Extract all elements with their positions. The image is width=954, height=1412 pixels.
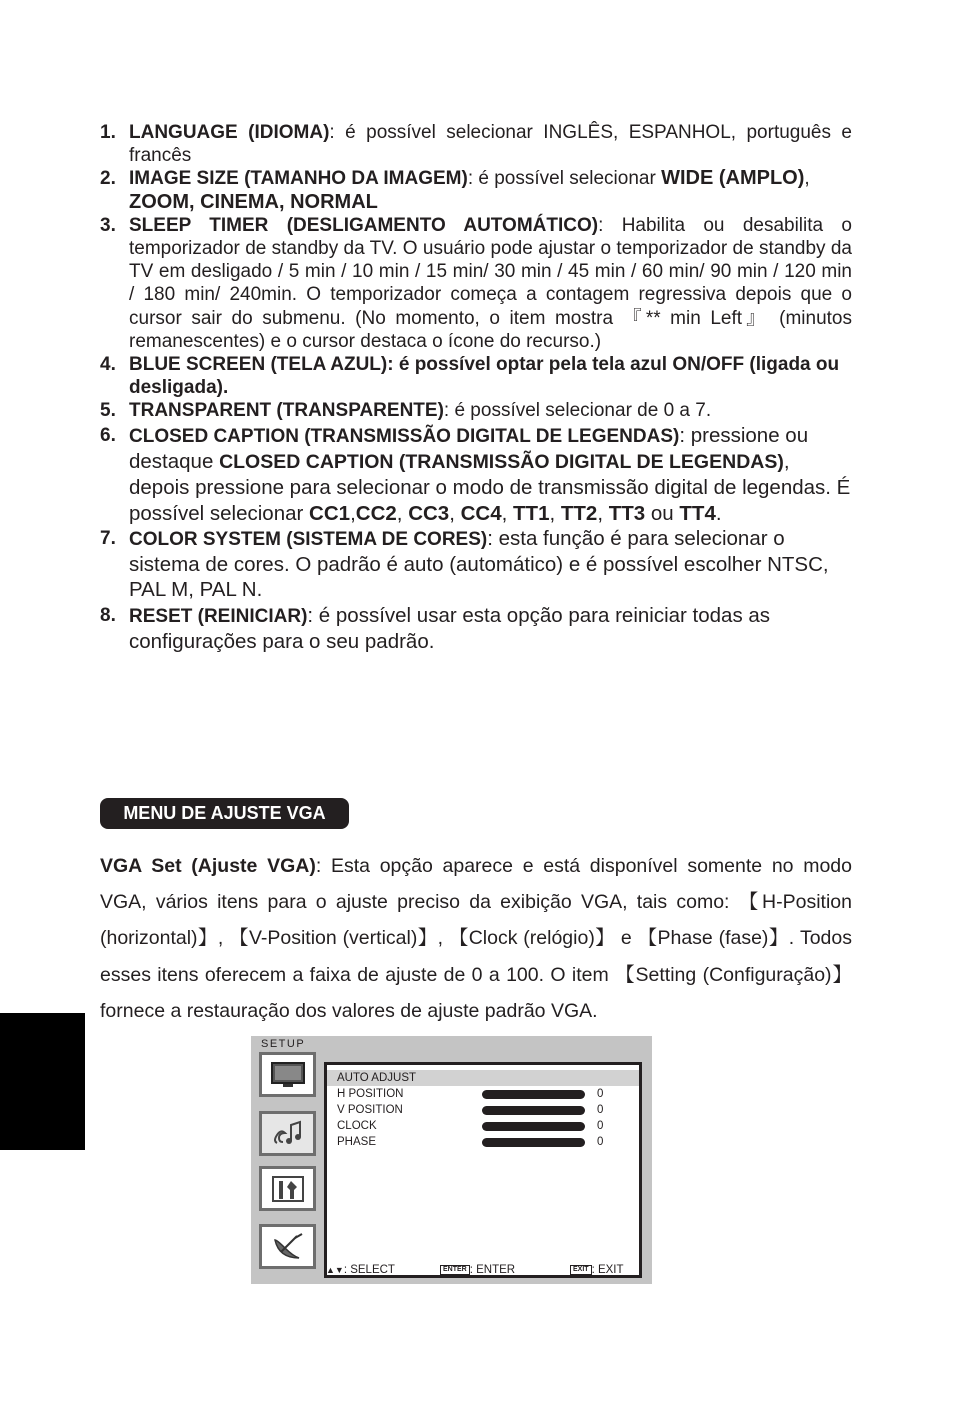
menu-row-label: H POSITION — [337, 1088, 404, 1100]
page-edge-tab — [0, 1013, 85, 1150]
slider-bar[interactable] — [482, 1090, 585, 1099]
setup-title: SETUP — [261, 1038, 306, 1050]
menu-row-label: PHASE — [337, 1136, 376, 1148]
menu-row-label: CLOCK — [337, 1120, 377, 1132]
list-item-transparent — [100, 399, 852, 422]
item-text: : Habilita ou desabilita o temporizador de standby da TV. O usuário pode ajustar o temporizador de standby da TV em desligado / 5 min / 10 min / 15 min/ 30 min / 45 min / 60 min/ 90 min / 120 min / 180 min/ 240min. O temporizador começa a contagem regressiva depois que o cursor sair do submenu. (No momento, o item mostra 『** min Left』 (minutos remanescentes) e o cursor destaca o ícone do recurso.) — [129, 214, 852, 352]
item-number: 8. — [100, 604, 116, 626]
footer-enter-label: : ENTER — [469, 1264, 516, 1276]
cc-option: CC3 — [408, 501, 450, 525]
settings-list — [100, 121, 852, 654]
cc-option: CC2 — [355, 501, 397, 525]
item-number: 7. — [100, 527, 116, 549]
item-number: 5. — [100, 400, 116, 422]
cc-option: CC4 — [460, 501, 502, 525]
slider-bar[interactable] — [482, 1138, 585, 1147]
item-number: 1. — [100, 122, 116, 143]
item-heading-2: CLOSED CAPTION (TRANSMISSÃO DIGITAL DE LEGENDAS) — [219, 450, 784, 473]
item-number: 6. — [100, 424, 116, 446]
item-heading: CLOSED CAPTION (TRANSMISSÃO DIGITAL DE LEGENDAS) — [129, 425, 680, 447]
list-item-reset — [100, 603, 852, 655]
up-down-arrow-icon: ▲▼ — [326, 1265, 344, 1275]
vga-heading: VGA Set (Ajuste VGA) — [100, 855, 316, 877]
cc-option: TT3 — [608, 501, 646, 525]
item-number: 2. — [100, 168, 116, 190]
item-heading: LANGUAGE (IDIOMA) — [129, 122, 330, 143]
cc-option: TT4 — [679, 501, 716, 525]
list-item-image-size — [100, 167, 852, 213]
list-item-sleep-timer — [100, 214, 852, 353]
setup-options-panel — [324, 1062, 642, 1278]
item-text: : é possível selecionar — [467, 168, 662, 190]
footer-select-hint — [326, 1264, 395, 1276]
menu-row-value: 0 — [597, 1120, 604, 1132]
menu-row-auto-adjust[interactable] — [327, 1070, 639, 1086]
item-options: WIDE (AMPLO) — [661, 167, 805, 190]
list-item-closed-caption: 6. CLOSED CAPTION (TRANSMISSÃO DIGITAL DE LEGENDAS): pressione ou destaque CLOSED CAPTION (TRANSMISSÃO DIGITAL DE LEGENDAS), depois pressione para selecionar o modo de transmissão digital de legendas. É possível selecionar CC1,CC2, CC3, CC4, TT1, TT2, TT3 ou TT4. — [100, 423, 851, 525]
vga-text: : Esta opção aparece e está disponível somente no modo VGA, vários itens para o ajuste preciso da exibição VGA, tais como: 【H-Position (horizontal)】, 【V-Position (vertical)】, 【Clock (relógio)】 e 【Phase (fase)】. Todos esses itens oferecem a faixa de ajuste de 0 a 100. O item 【Setting (Configuração)】 fornece a restauração dos valores de ajuste padrão VGA. — [100, 855, 852, 1022]
menu-row-value: 0 — [597, 1104, 604, 1116]
setup-menu-screenshot — [251, 1036, 652, 1284]
item-text: : é possível selecionar de 0 a 7. — [443, 400, 712, 422]
menu-row-phase[interactable] — [327, 1134, 639, 1150]
enter-key-icon: ENTER — [440, 1265, 470, 1275]
exit-key-icon: EXIT — [570, 1265, 592, 1275]
menu-row-v-position[interactable] — [327, 1102, 639, 1118]
cc-option: TT1 — [513, 501, 550, 525]
cc-or: ou — [645, 501, 680, 525]
footer-exit-label: : EXIT — [591, 1264, 624, 1276]
tools-icon[interactable] — [259, 1166, 316, 1211]
footer-enter-hint — [440, 1264, 515, 1276]
item-text: : pressione ou destaque — [129, 423, 809, 473]
item-heading: SLEEP TIMER (DESLIGAMENTO AUTOMÁTICO) — [129, 214, 599, 236]
item-number: 3. — [100, 214, 116, 236]
menu-row-label: AUTO ADJUST — [337, 1072, 417, 1084]
item-heading: RESET (REINICIAR) — [129, 605, 308, 627]
list-item-color-system — [100, 526, 852, 603]
item-separator: , — [804, 168, 810, 190]
cc-option: CC1 — [309, 501, 351, 525]
item-text: : é possível selecionar INGLÊS, ESPANHOL, português e francês — [129, 122, 852, 167]
cc-option: TT2 — [560, 501, 598, 525]
item-text-2: , depois pressione para selecionar o modo de transmissão digital de legendas. É possível selecionar — [129, 449, 851, 525]
slider-bar[interactable] — [482, 1106, 585, 1115]
item-heading: IMAGE SIZE (TAMANHO DA IMAGEM) — [129, 168, 468, 190]
slider-bar[interactable] — [482, 1122, 585, 1131]
menu-row-value: 0 — [597, 1088, 604, 1100]
list-item-language — [100, 121, 852, 167]
item-heading: COLOR SYSTEM (SISTEMA DE CORES) — [129, 528, 488, 550]
item-text: : é possível usar esta opção para reiniciar todas as configurações para o seu padrão. — [129, 603, 771, 654]
item-heading: TRANSPARENT (TRANSPARENTE) — [129, 400, 444, 422]
tv-icon[interactable] — [259, 1052, 316, 1097]
menu-row-label: V POSITION — [337, 1104, 403, 1116]
item-text: : esta função é para selecionar o sistema de cores. O padrão é auto (automático) e é possível escolher NTSC, PAL M, PAL N. — [129, 526, 829, 602]
music-note-icon[interactable] — [259, 1111, 316, 1156]
vga-paragraph — [100, 848, 852, 1029]
item-number: 4. — [100, 354, 116, 376]
item-heading: BLUE SCREEN (TELA AZUL): é possível optar pela tela azul ON/OFF (ligada ou desligada). — [129, 354, 840, 399]
section-badge: MENU DE AJUSTE VGA — [100, 798, 349, 829]
footer-exit-hint — [570, 1264, 624, 1276]
menu-row-clock[interactable] — [327, 1118, 639, 1134]
footer-select-label: : SELECT — [343, 1264, 395, 1276]
item-options-2: ZOOM, CINEMA, NORMAL — [129, 190, 378, 213]
list-item-blue-screen — [100, 353, 852, 399]
satellite-dish-icon[interactable] — [259, 1224, 316, 1269]
menu-row-value: 0 — [597, 1136, 604, 1148]
menu-row-h-position[interactable] — [327, 1086, 639, 1102]
